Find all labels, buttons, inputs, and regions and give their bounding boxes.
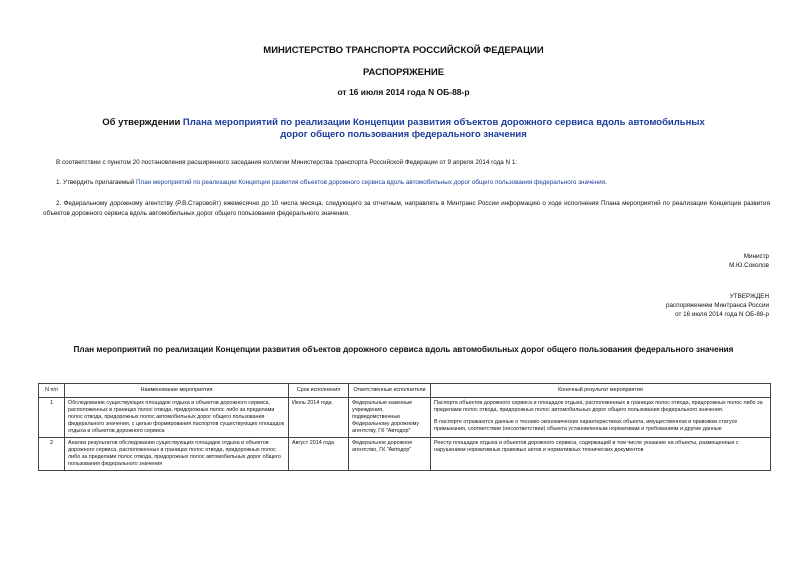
row-number: 2	[39, 438, 65, 471]
column-header-name: Наименование мероприятия	[65, 384, 289, 398]
row-term: Август 2014 года	[289, 438, 349, 471]
row-result	[431, 438, 771, 471]
approval-line-3: от 16 июля 2014 года N ОБ-88-р	[675, 311, 769, 318]
row-result	[431, 398, 771, 438]
paragraph-1	[56, 178, 756, 188]
approval-block	[666, 292, 769, 319]
plan-table	[38, 383, 771, 471]
table-row	[39, 398, 771, 438]
row-result-note: В паспорте отражаются данные о технико-экономических характеристиках объекта, имущественном и правовом статусе примыкания, соответствии (несоответствии) объекта установленным нормативам и требованиям и другие данные	[434, 419, 738, 432]
document-type: РАСПОРЯЖЕНИЕ	[362, 67, 445, 78]
table-row	[39, 438, 771, 471]
document-title	[90, 117, 717, 141]
row-result-text: Реестр площадок отдыха и объектов дорожного сервиса, содержащий в том числе указание на объекты, размещенные с нарушением нормативных правовых актов и нормативных технических документов	[434, 440, 739, 453]
paragraph-2: 2. Федеральному дорожному агентству (Р.В.Старовойт) ежемесячно до 10 числа месяца, следующего за отчетным, направлять в Минтранс России информацию о ходе исполнения Плана мероприятий по реализации Концепции развития объектов дорожного сервиса вдоль автомобильных дорог общего пользования федерального значения.	[43, 200, 770, 217]
row-term: Июль 2014 года	[289, 398, 349, 438]
signature-position: Министр	[743, 253, 769, 260]
row-name: Обследование существующих площадок отдыха и объектов дорожного сервиса, расположенных в границах полос отвода, придорожных полос либо за пределами полос отвода, придорожных полос автомобильных дорог общего пользования федерального значения, с целью формирования паспортов существующих площадок отдыха и объектов дорожного сервиса	[65, 398, 289, 438]
approval-line-2: распоряжением Минтранса России	[666, 302, 769, 309]
row-number: 1	[39, 398, 65, 438]
approval-line-1: УТВЕРЖДЕН	[729, 293, 769, 300]
signature-name: М.Ю.Соколов	[729, 262, 769, 269]
preamble-paragraph: В соответствии с пунктом 20 постановления расширенного заседания коллегии Министерства транспорта Российской Федерации от 9 апреля 2014 года N 1:	[56, 159, 518, 166]
plan-link[interactable]: План мероприятий по реализации Концепции развития объектов дорожного сервиса вдоль автомобильных дорог общего пользования федерального значения	[136, 179, 606, 186]
row-name: Анализ результатов обследования существующих площадок отдыха и объектов дорожного сервиса, расположенных в границах полос отвода, придорожных полос либо за пределами полос отвода, придорожных полос автомобильных дорог общего пользования федерального значения	[65, 438, 289, 471]
paragraph-1-prefix: 1. Утвердить прилагаемый	[56, 179, 137, 186]
plan-title: План мероприятий по реализации Концепции развития объектов дорожного сервиса вдоль автомобильных дорог общего пользования федерального значения	[73, 345, 734, 354]
paragraph-1-suffix: .	[605, 179, 607, 186]
column-header-number: N п/п	[39, 384, 65, 398]
title-prefix: Об утверждении	[102, 117, 183, 128]
row-result-text: Паспорта объектов дорожного сервиса и площадок отдыха, расположенных в границах полос отвода, придорожных полос либо за пределами полос отвода, придорожных полос автомобильных дорог общего пользования федерального значения.	[434, 400, 763, 413]
title-plan-link[interactable]: Плана мероприятий по реализации Концепции развития объектов дорожного сервиса вдоль автомобильных дорог общего пользования федерального значения	[182, 117, 705, 140]
row-executors: Федеральное дорожное агентство, ГК "Автодор"	[349, 438, 431, 471]
ministry-heading: МИНИСТЕРСТВО ТРАНСПОРТА РОССИЙСКОЙ ФЕДЕРАЦИИ	[263, 45, 544, 56]
row-executors: Федеральные казенные учреждения, подведомственные Федеральному дорожному агентству, ГК "Автодор"	[349, 398, 431, 438]
signature-block	[729, 252, 769, 270]
column-header-executors: Ответственные исполнители	[349, 384, 431, 398]
document-date-number: от 16 июля 2014 года N ОБ-88-р	[337, 87, 470, 97]
column-header-result: Конечный результат мероприятия	[431, 384, 771, 398]
column-header-term: Срок исполнения	[289, 384, 349, 398]
table-header-row	[39, 384, 771, 398]
